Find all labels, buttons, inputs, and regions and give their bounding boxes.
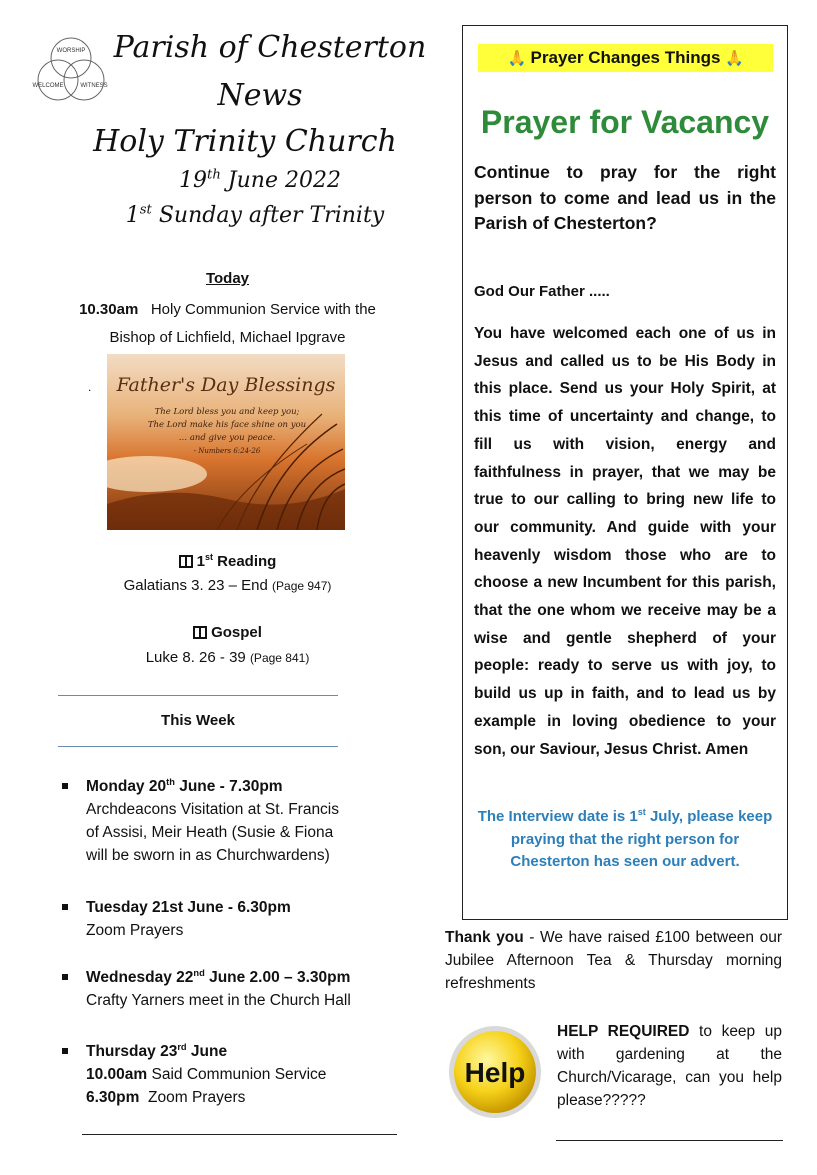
book-icon [179,555,193,568]
event-monday: Monday 20th June - 7.30pm Archdeacons Visitation at St. Francis of Assisi, Meir Heath (Susie & Fiona will be sworn in as Churchwardens) [62,775,402,867]
gospel-text: Luke 8. 26 - 39 (Page 841) [145,649,310,666]
bullet [62,974,68,980]
image-verse: The Lord bless you and keep you; The Lord make his face shine on you … and give you peace. - Numbers 6:24-26 [147,407,307,455]
footer-rule-right [556,1140,783,1141]
event-tuesday: Tuesday 21st June - 6.30pm Zoom Prayers [62,896,402,942]
stray-dot: . [88,380,92,394]
prayer-intro: Continue to pray for the right person to come and lead us in the Parish of Chesterton? [474,162,776,233]
divider-top [58,695,338,696]
bullet [62,783,68,789]
gospel-heading: Gospel [60,624,395,641]
event-heading: Thursday 23rd June [86,1041,228,1060]
bullet [62,904,68,910]
thank-you-note: Thank you - We have raised £100 between our Jubilee Afternoon Tea & Thursday morning refreshments [445,929,782,992]
event-thursday: Thursday 23rd June 10.00am Said Communion Service 6.30pm Zoom Prayers [62,1040,402,1109]
event-heading: Tuesday 21st June - 6.30pm [86,899,291,916]
event-heading: Monday 20th June - 7.30pm [86,776,283,795]
prayer-banner: 🙏 Prayer Changes Things 🙏 [478,44,773,72]
image-heading: Father's Day Blessings [116,374,336,396]
event-wednesday: Wednesday 22nd June 2.00 – 3.30pm Crafty Yarners meet in the Church Hall [62,966,402,1012]
parish-logo [30,28,112,108]
bullet [62,1048,68,1054]
footer-rule-left [82,1134,397,1135]
praying-hands-icon: 🙏 [725,50,744,67]
help-badge-label: Help [464,1057,526,1088]
logo-welcome: WELCOME [32,83,64,89]
header-date: 19th June 2022 [179,167,341,193]
help-required-text: HELP REQUIRED to keep up with gardening at the Church/Vicarage, can you help please????? [557,1023,782,1109]
prayer-title: Prayer for Vacancy [480,104,770,140]
today-heading: Today [205,270,250,287]
header-news: News [217,78,303,113]
this-week-heading: This Week [161,712,235,729]
prayer-body: You have welcomed each one of us in Jesus and called us to be His Body in this place. Send us your Holy Spirit, at this time of uncertainty and change, to fill us with vision, energy and faithfulness in prayer, that we may be true to our calling to bring new life to our community. And guide with your heavenly wisdom those who are to choose a new Incumbent for this parish, that the one whom we receive may be a wise and gentle shepherd of your people: ready to serve us with joy, to build us up in faith, and to lead us by example in loving obedience to your son, our Saviour, Jesus Christ. Amen [474,325,776,758]
header-parish: Parish of Chesterton [113,30,427,65]
fathers-day-image [107,354,345,530]
today-service: 10.30am Holy Communion Service with the Bishop of Lichfield, Michael Ipgrave [79,301,376,346]
interview-notice: The Interview date is 1st July, please keep praying that the right person for Chesterton has seen our advert. [477,807,773,870]
event-heading: Wednesday 22nd June 2.00 – 3.30pm [86,967,351,986]
praying-hands-icon: 🙏 [507,50,527,67]
header-church: Holy Trinity Church [93,124,397,159]
first-reading-heading: 1st Reading [60,553,395,570]
book-icon [193,626,207,639]
prayer-salutation: God Our Father ..... [474,283,610,300]
logo-worship: WORSHIP [56,48,86,54]
header-sunday: 1st Sunday after Trinity [125,202,385,228]
divider-bottom [58,746,338,747]
first-reading-text: Galatians 3. 23 – End (Page 947) [123,577,332,594]
help-badge [448,1020,542,1122]
logo-witness: WITNESS [80,83,108,89]
